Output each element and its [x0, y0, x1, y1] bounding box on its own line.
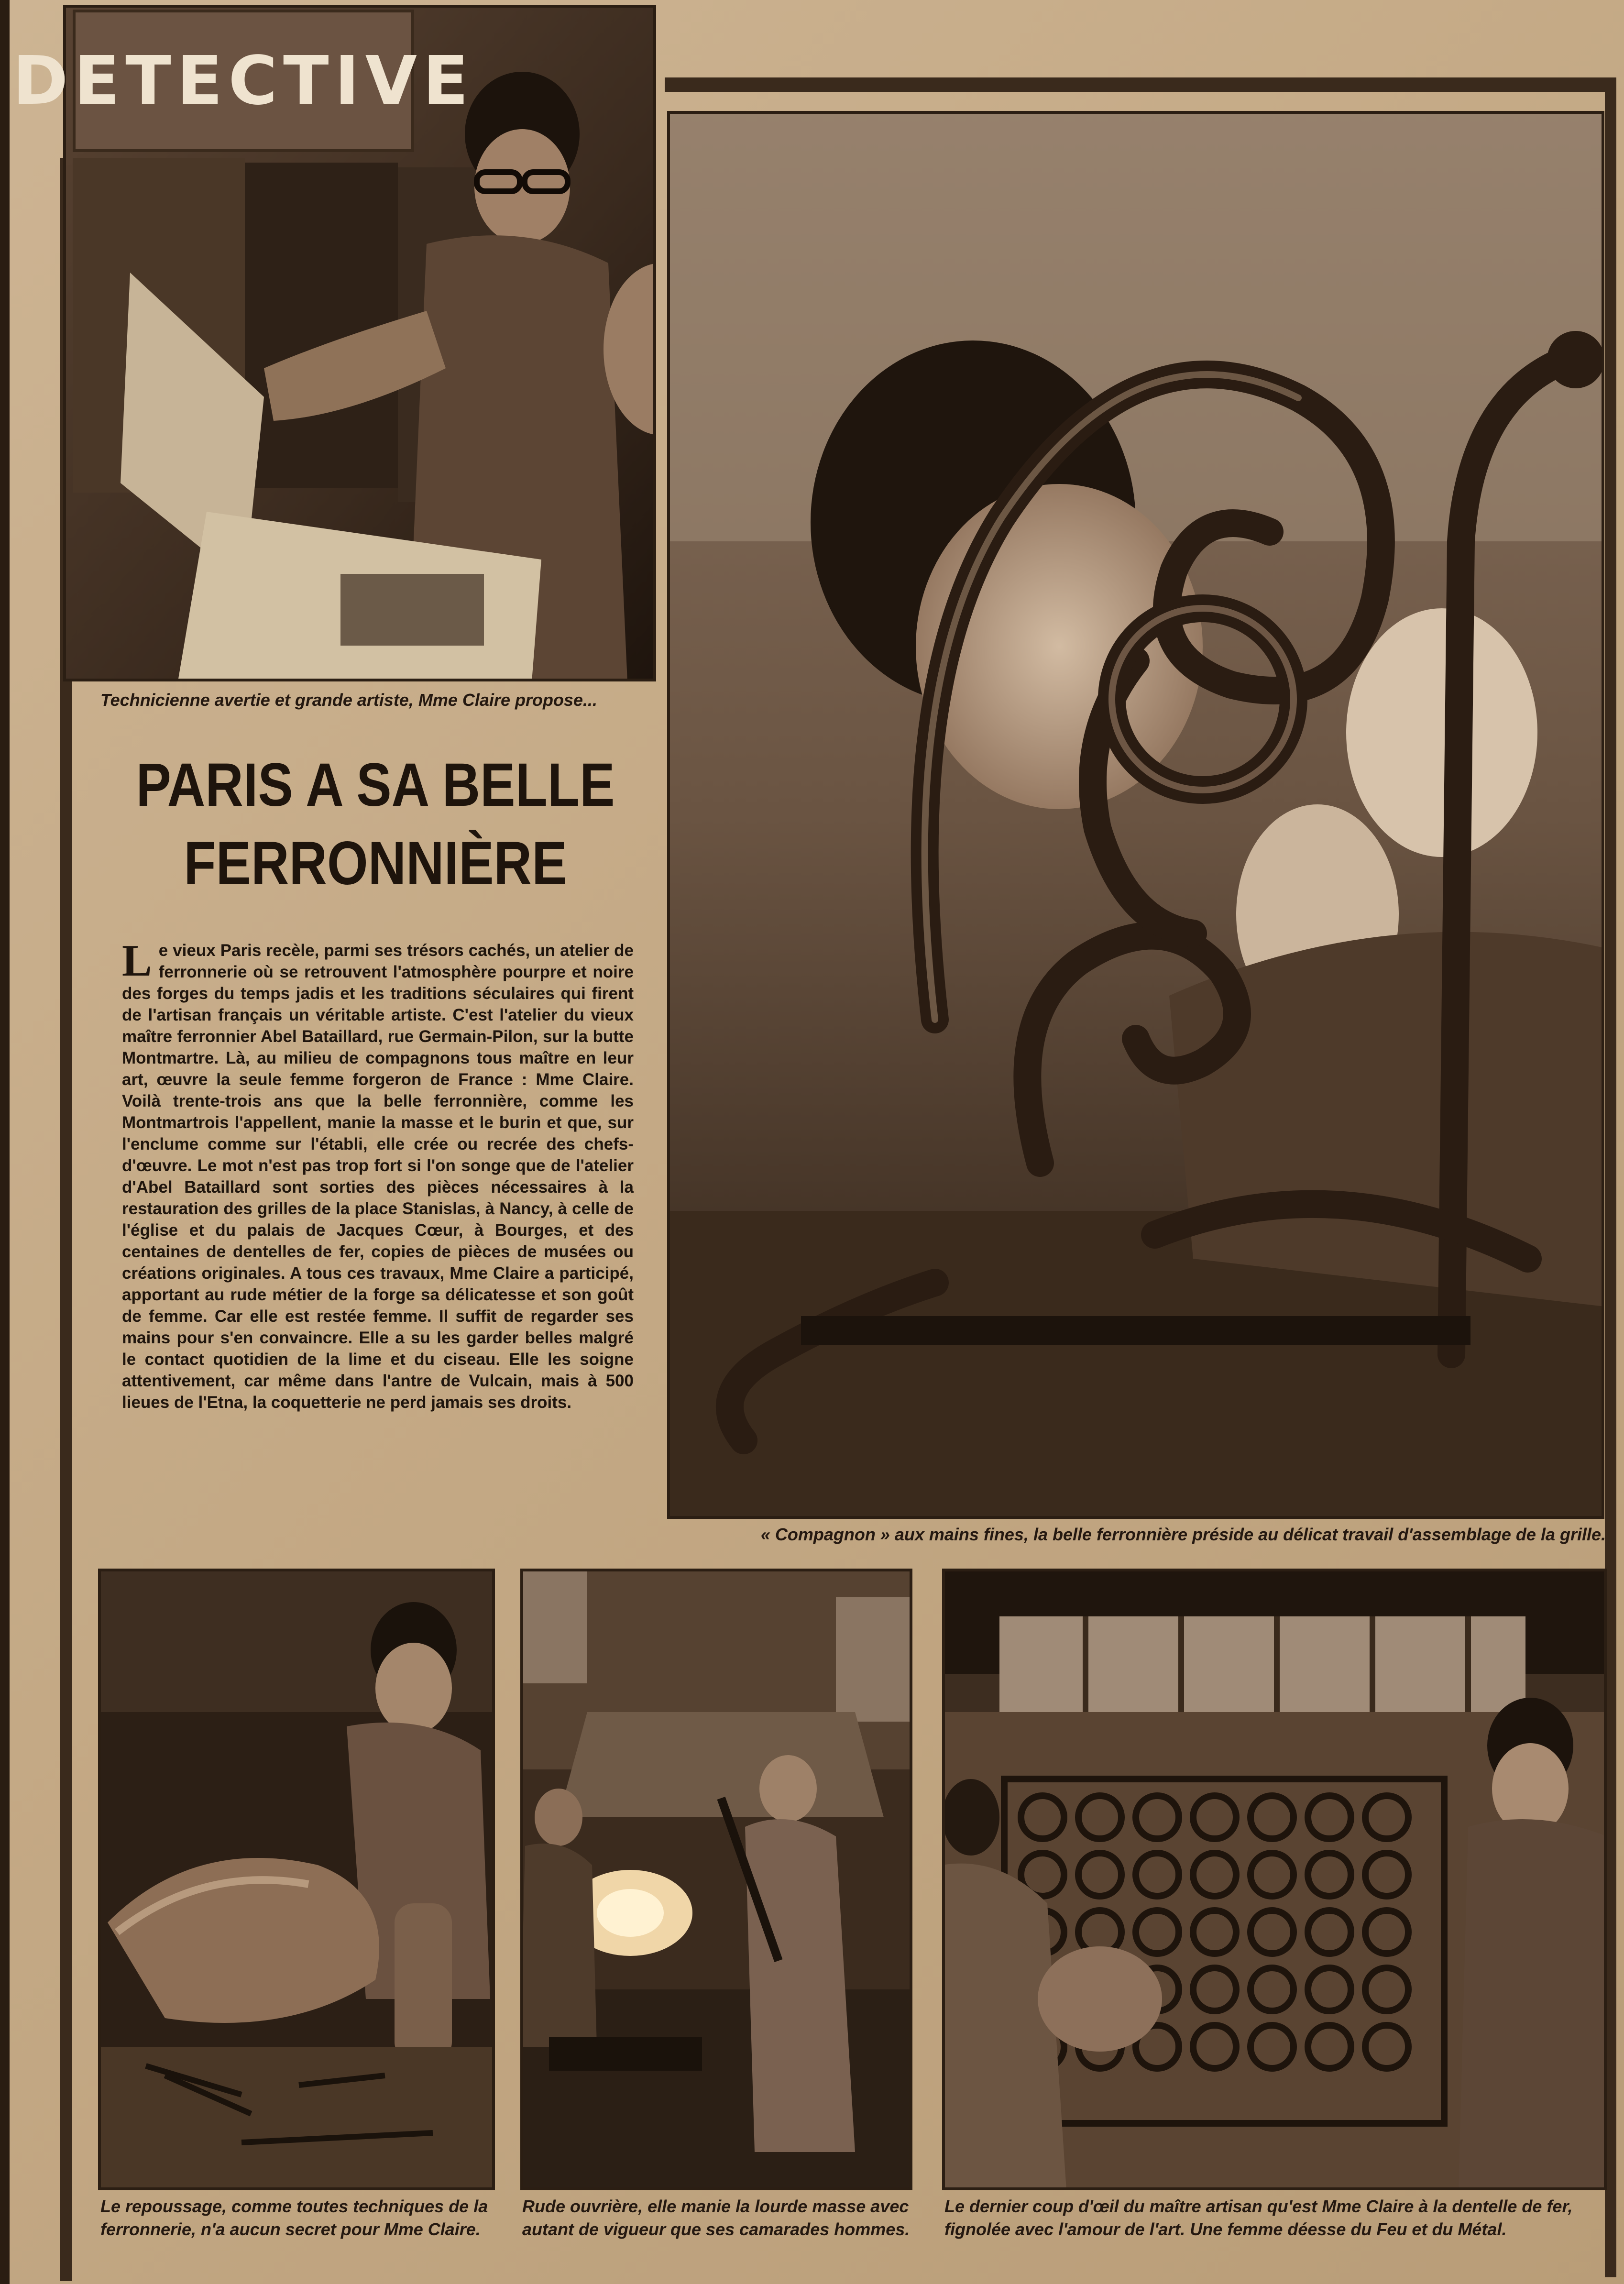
photo-frame-bottom-left	[98, 1569, 495, 2190]
top-border-rule	[665, 77, 1616, 92]
magazine-page	[10, 0, 1624, 2284]
masthead-tag	[12, 10, 474, 152]
caption-bottom-middle: Rude ouvrière, elle manie la lourde masse avec autant de vigueur que ses camarades hommes.	[522, 2196, 910, 2239]
article-headline	[127, 746, 625, 903]
caption-top-left: Technicienne avertie et grande artiste, Mme Claire propose...	[100, 690, 598, 710]
caption-bottom-left: Le repoussage, comme toutes techniques de la ferronnerie, n'a aucun secret pour Mme Claire.	[100, 2196, 488, 2239]
caption-bottom-right: Le dernier coup d'œil du maître artisan qu'est Mme Claire à la dentelle de fer, fignolée avec l'amour de l'art. Une femme déesse du Feu et du Métal.	[944, 2196, 1573, 2239]
article-dropcap: L	[122, 936, 152, 986]
masthead-label: DETECTIVE	[12, 42, 474, 120]
photo-frame-bottom-right	[942, 1569, 1607, 2190]
photo-frame-bottom-middle	[520, 1569, 912, 2190]
photo-frame-main	[667, 111, 1604, 1519]
headline-line-2: FERRONNIÈRE	[184, 829, 567, 898]
article-text: e vieux Paris recèle, parmi ses trésors cachés, un atelier de ferronnerie où se retrouvent l'atmosphère pourpre et noire des forges du temps jadis et les traditions séculaires qui firent de l'artisan français un véritable artiste. C'est l'atelier du vieux maître ferronnier Abel Bataillard, rue Germain-Pilon, sur la butte Montmartre. Là, au milieu de compagnons tous maître en leur art, œuvre la seule femme forgeron de France : Mme Claire. Voilà trente-trois ans que la belle ferronnière, comme les Montmartrois l'appellent, manie la masse et le burin et que, sur l'enclume comme sur l'établi, elle crée ou recrée des chefs-d'œuvre. Le mot n'est pas trop fort si l'on songe que de l'atelier d'Abel Bataillard sont sorties des pièces nécessaires à la restauration des grilles de la place Stanislas, à Nancy, à celle de l'église et du palais de Jacques Cœur, à Bourges, et des centaines de dentelles de fer, copies de pièces de musées ou créations originales. A tous ces travaux, Mme Claire a participé, apportant au rude métier de la forge sa délicatesse et son goût de femme. Car elle est restée femme. Il suffit de regarder ses mains pour s'en convaincre. Elle a su les garder belles malgré le contact quotidien de la lime et du ciseau. Elle les soigne attentivement, car même dans l'antre de Vulcain, mais à 500 lieues de l'Etna, la coquetterie ne perd jamais ses droits.	[122, 941, 634, 1412]
caption-main: « Compagnon » aux mains fines, la belle ferronnière préside au délicat travail d'assemblage de la grille.	[760, 1525, 1606, 1544]
headline-line-1: PARIS A SA BELLE	[136, 751, 615, 819]
article-body	[122, 936, 634, 1413]
